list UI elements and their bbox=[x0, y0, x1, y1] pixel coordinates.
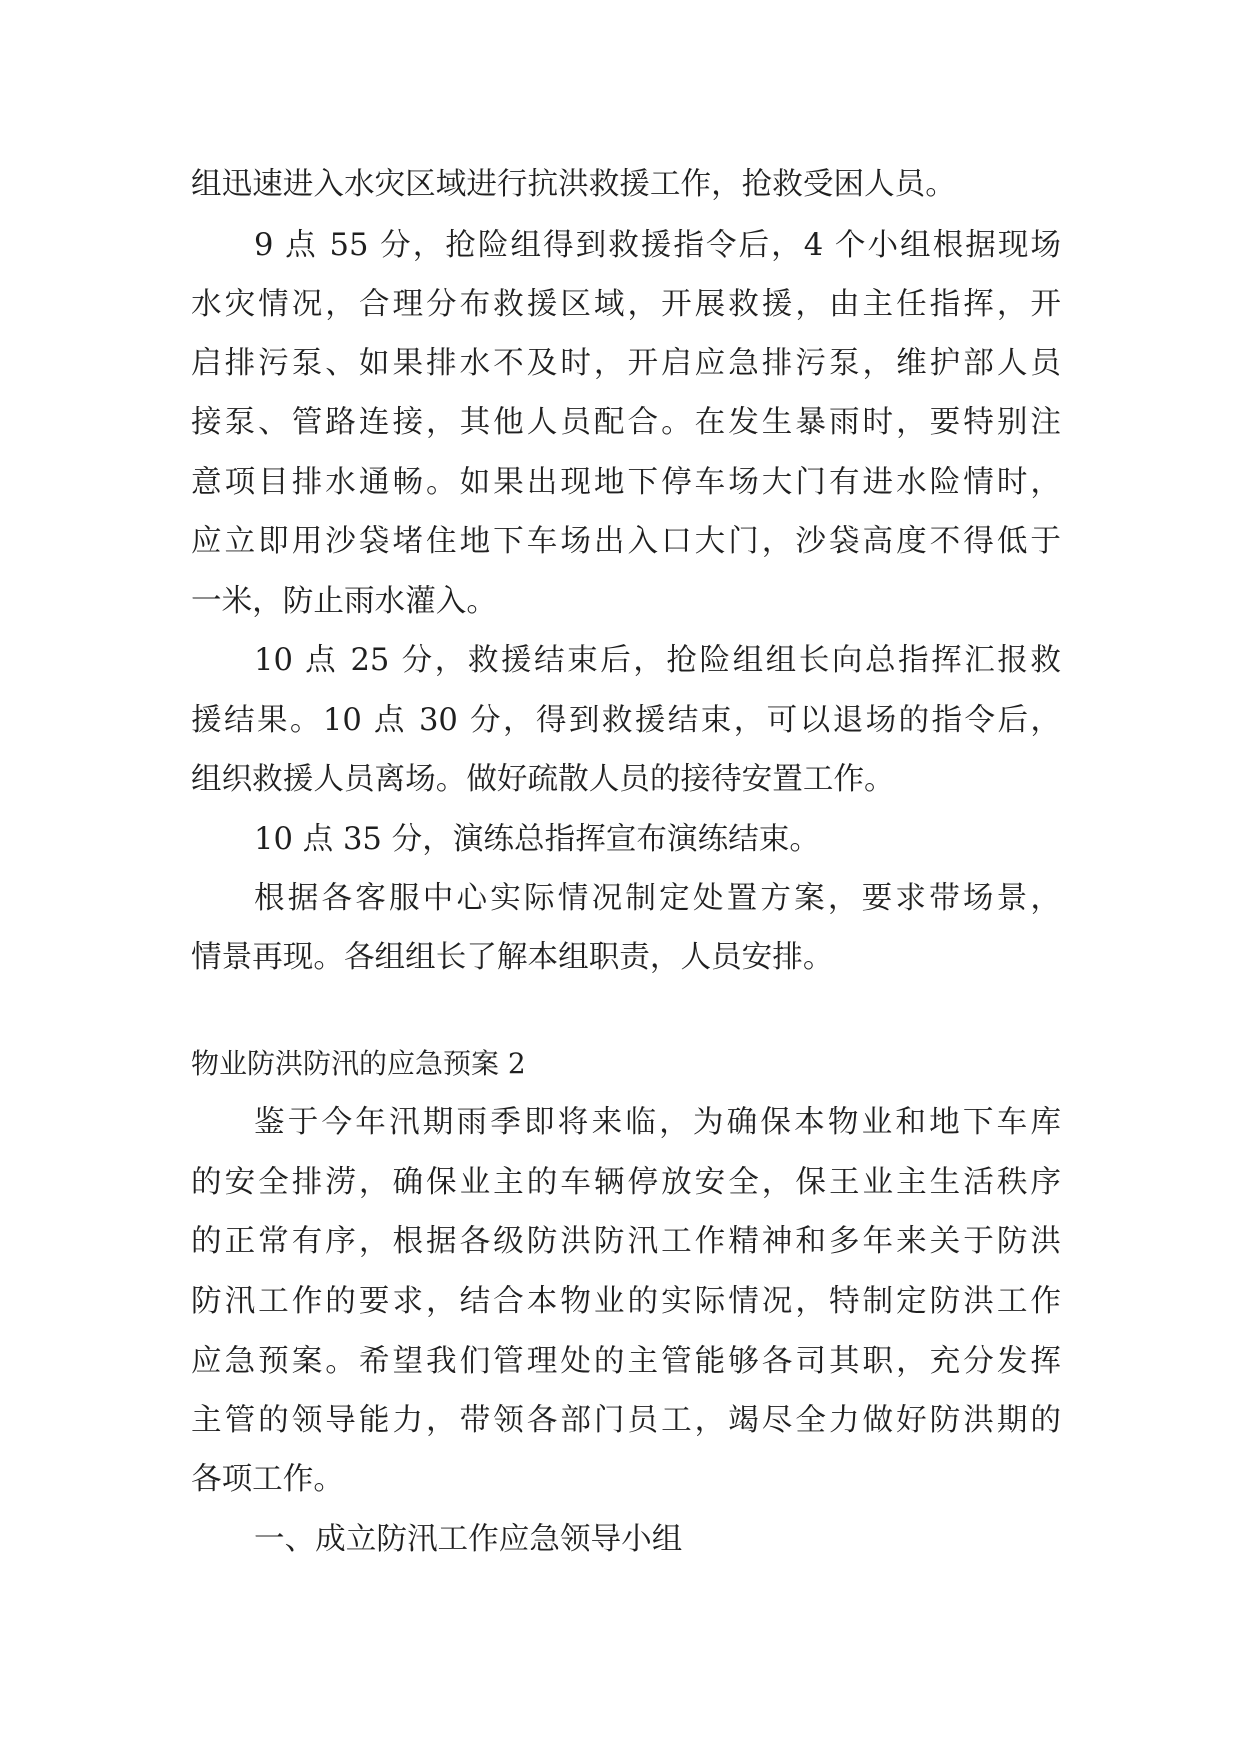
text-line: 10 点 25 分，救援结束后，抢险组组长向总指挥汇报救 bbox=[254, 643, 1061, 678]
text-line: 组迅速进入水灾区域进行抗洪救援工作，抢救受困人员。 bbox=[191, 167, 956, 202]
text-line: 根据各客服中心实际情况制定处置方案，要求带场景， bbox=[254, 881, 1061, 916]
text-line: 接泵、管路连接，其他人员配合。在发生暴雨时，要特别注 bbox=[191, 405, 1061, 440]
text-line: 10 点 35 分，演练总指挥宣布演练结束。 bbox=[254, 822, 820, 857]
text-line: 9 点 55 分，抢险组得到救援指令后，4 个小组根据现场 bbox=[254, 228, 1061, 263]
text-line: 应急预案。希望我们管理处的主管能够各司其职，充分发挥 bbox=[191, 1344, 1061, 1379]
text-line: 主管的领导能力，带领各部门员工，竭尽全力做好防洪期的 bbox=[191, 1403, 1061, 1438]
text-line: 情景再现。各组组长了解本组职责，人员安排。 bbox=[191, 940, 834, 975]
text-line: 应立即用沙袋堵住地下车场出入口大门，沙袋高度不得低于 bbox=[191, 524, 1061, 559]
text-line: 各项工作。 bbox=[191, 1462, 344, 1497]
text-line: 防汛工作的要求，结合本物业的实际情况，特制定防洪工作 bbox=[191, 1284, 1061, 1319]
text-line: 的正常有序，根据各级防洪防汛工作精神和多年来关于防洪 bbox=[191, 1224, 1061, 1259]
list-heading: 一、成立防汛工作应急领导小组 bbox=[254, 1522, 683, 1557]
text-line: 的安全排涝，确保业主的车辆停放安全，保王业主生活秩序 bbox=[191, 1165, 1061, 1200]
text-line: 组织救援人员离场。做好疏散人员的接待安置工作。 bbox=[191, 762, 895, 797]
text-line: 意项目排水通畅。如果出现地下停车场大门有进水险情时， bbox=[191, 465, 1061, 500]
text-line: 援结果。10 点 30 分，得到救援结束，可以退场的指令后， bbox=[191, 703, 1061, 738]
text-line: 一米，防止雨水灌入。 bbox=[191, 584, 497, 619]
text-line: 水灾情况，合理分布救援区域，开展救援，由主任指挥，开 bbox=[191, 287, 1061, 322]
section-heading: 物业防洪防汛的应急预案 2 bbox=[191, 1047, 526, 1080]
text-line: 启排污泵、如果排水不及时，开启应急排污泵，维护部人员 bbox=[191, 346, 1061, 381]
text-line: 鉴于今年汛期雨季即将来临，为确保本物业和地下车库 bbox=[254, 1105, 1061, 1140]
